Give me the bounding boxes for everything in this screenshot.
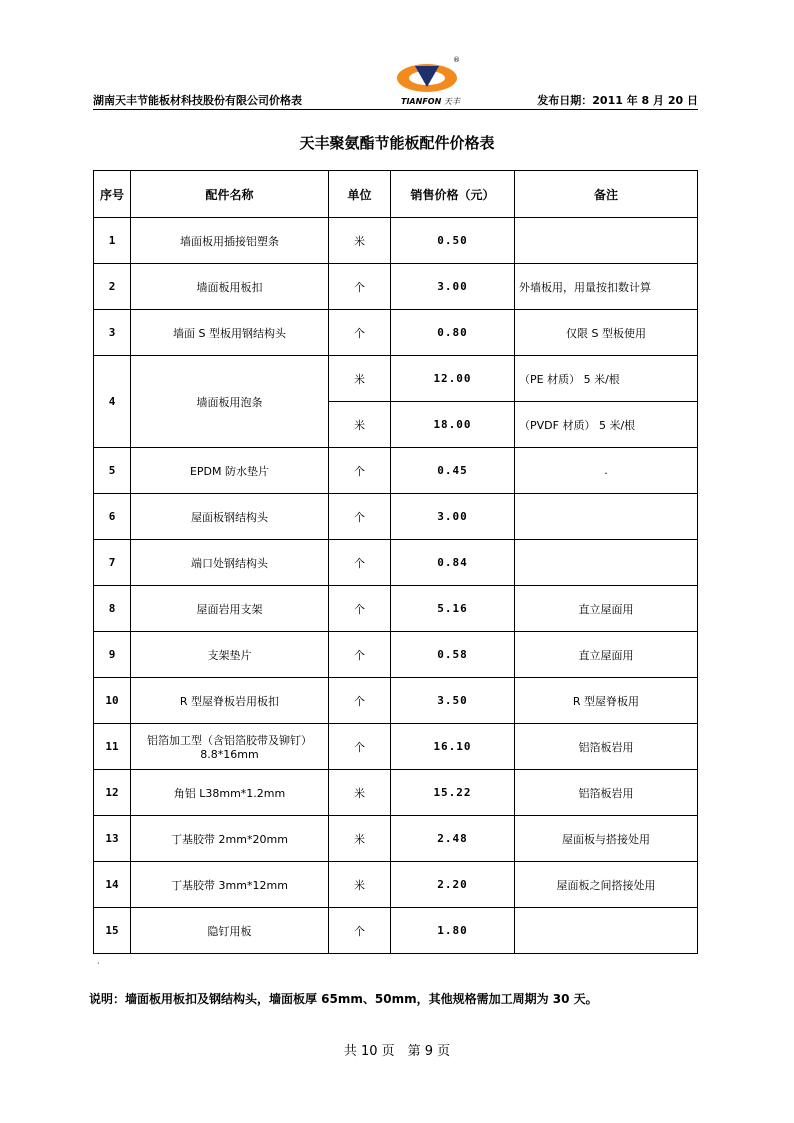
row-note <box>515 218 698 264</box>
row-price: 2.20 <box>391 862 515 908</box>
table-row <box>94 540 698 586</box>
page-title: 天丰聚氨酯节能板配件价格表 <box>299 134 495 152</box>
footnote: 说明：墙面板用板扣及钢结构头，墙面板厚 65mm、50mm，其他规格需加工周期为 30 天。 <box>89 992 598 1006</box>
table-row <box>94 356 698 402</box>
table-row <box>94 632 698 678</box>
row-note <box>515 908 698 954</box>
table-row <box>94 678 698 724</box>
row-part-name: 角铝 L38mm*1.2mm <box>131 770 329 816</box>
company-name: 湖南天丰节能板材科技股份有限公司价格表 <box>93 94 302 107</box>
row-note: 铝箔板岩用 <box>515 770 698 816</box>
row-number: 14 <box>94 862 131 908</box>
table-row <box>94 586 698 632</box>
row-price: 1.80 <box>391 908 515 954</box>
row-part-name: 铝箔加工型（含铝箔胶带及铆钉）8.8*16mm <box>131 724 329 770</box>
row-price: 3.00 <box>391 494 515 540</box>
row-price: 15.22 <box>391 770 515 816</box>
row-note: 屋面板与搭接处用 <box>515 816 698 862</box>
table-row <box>94 310 698 356</box>
row-number: 3 <box>94 310 131 356</box>
tianfon-logo <box>393 54 465 108</box>
row-unit: 米 <box>329 402 391 448</box>
row-unit: 个 <box>329 540 391 586</box>
row-note: R 型屋脊板用 <box>515 678 698 724</box>
row-unit: 米 <box>329 356 391 402</box>
row-part-name: 隐钉用板 <box>131 908 329 954</box>
row-number: 12 <box>94 770 131 816</box>
price-table <box>93 170 698 954</box>
row-unit: 个 <box>329 494 391 540</box>
table-row <box>94 218 698 264</box>
row-note: 直立屋面用 <box>515 586 698 632</box>
table-row <box>94 264 698 310</box>
row-number: 13 <box>94 816 131 862</box>
header-no: 序号 <box>94 171 131 218</box>
row-number: 10 <box>94 678 131 724</box>
row-price: 18.00 <box>391 402 515 448</box>
table-row <box>94 494 698 540</box>
row-unit: 个 <box>329 908 391 954</box>
document-header <box>93 54 698 110</box>
row-note: （PE 材质） 5 米/根 <box>515 356 698 402</box>
row-price: 0.45 <box>391 448 515 494</box>
header-divider <box>93 109 698 110</box>
table-row <box>94 908 698 954</box>
row-number: 6 <box>94 494 131 540</box>
header-price: 销售价格（元） <box>391 171 515 218</box>
row-price: 5.16 <box>391 586 515 632</box>
table-header-row <box>94 171 698 218</box>
row-number: 15 <box>94 908 131 954</box>
header-unit: 单位 <box>329 171 391 218</box>
row-unit: 个 <box>329 448 391 494</box>
row-unit: 个 <box>329 310 391 356</box>
row-unit: 个 <box>329 724 391 770</box>
row-number: 11 <box>94 724 131 770</box>
stray-dot: · <box>97 959 100 968</box>
header-note: 备注 <box>515 171 698 218</box>
row-price: 3.00 <box>391 264 515 310</box>
header-name: 配件名称 <box>131 171 329 218</box>
row-part-name: 墙面 S 型板用钢结构头 <box>131 310 329 356</box>
price-table-body <box>94 218 698 954</box>
row-number: 9 <box>94 632 131 678</box>
row-unit: 个 <box>329 678 391 724</box>
row-part-name: EPDM 防水垫片 <box>131 448 329 494</box>
row-part-name: 屋面岩用支架 <box>131 586 329 632</box>
table-row <box>94 862 698 908</box>
row-part-name: 支架垫片 <box>131 632 329 678</box>
row-note: . <box>515 448 698 494</box>
row-note: 外墙板用，用量按扣数计算 <box>515 264 698 310</box>
row-unit: 米 <box>329 862 391 908</box>
row-part-name: 端口处钢结构头 <box>131 540 329 586</box>
tianfon-logo-mark <box>393 54 465 96</box>
row-unit: 米 <box>329 816 391 862</box>
row-note <box>515 540 698 586</box>
row-price: 3.50 <box>391 678 515 724</box>
row-note: 直立屋面用 <box>515 632 698 678</box>
row-note <box>515 494 698 540</box>
row-price: 2.48 <box>391 816 515 862</box>
registered-mark: ® <box>453 56 460 64</box>
table-row <box>94 724 698 770</box>
row-part-name: 丁基胶带 2mm*20mm <box>131 816 329 862</box>
row-note: （PVDF 材质） 5 米/根 <box>515 402 698 448</box>
row-unit: 个 <box>329 264 391 310</box>
row-unit: 个 <box>329 586 391 632</box>
row-unit: 米 <box>329 770 391 816</box>
row-part-name: R 型屋脊板岩用板扣 <box>131 678 329 724</box>
page-number: 共 10 页 第 9 页 <box>343 1044 451 1059</box>
row-number: 2 <box>94 264 131 310</box>
row-unit: 米 <box>329 218 391 264</box>
table-row <box>94 448 698 494</box>
row-part-name: 墙面板用板扣 <box>131 264 329 310</box>
row-price: 0.50 <box>391 218 515 264</box>
row-part-name: 墙面板用插接铝塑条 <box>131 218 329 264</box>
row-number: 8 <box>94 586 131 632</box>
row-number: 1 <box>94 218 131 264</box>
row-number: 5 <box>94 448 131 494</box>
row-price: 0.80 <box>391 310 515 356</box>
row-part-name: 丁基胶带 3mm*12mm <box>131 862 329 908</box>
row-part-name: 屋面板钢结构头 <box>131 494 329 540</box>
row-price: 16.10 <box>391 724 515 770</box>
logo-brand-text <box>401 96 460 107</box>
row-price: 0.58 <box>391 632 515 678</box>
row-part-name: 墙面板用泡条 <box>131 356 329 448</box>
row-price: 12.00 <box>391 356 515 402</box>
publish-date: 发布日期：2011 年 8 月 20 日 <box>537 94 698 107</box>
brand-name-cn: 天丰 <box>443 97 460 106</box>
row-unit: 个 <box>329 632 391 678</box>
row-number: 4 <box>94 356 131 448</box>
brand-name: TIANFON <box>401 97 442 106</box>
table-row <box>94 770 698 816</box>
table-row <box>94 816 698 862</box>
row-number: 7 <box>94 540 131 586</box>
row-price: 0.84 <box>391 540 515 586</box>
row-note: 屋面板之间搭接处用 <box>515 862 698 908</box>
row-note: 铝箔板岩用 <box>515 724 698 770</box>
row-note: 仅限 S 型板使用 <box>515 310 698 356</box>
